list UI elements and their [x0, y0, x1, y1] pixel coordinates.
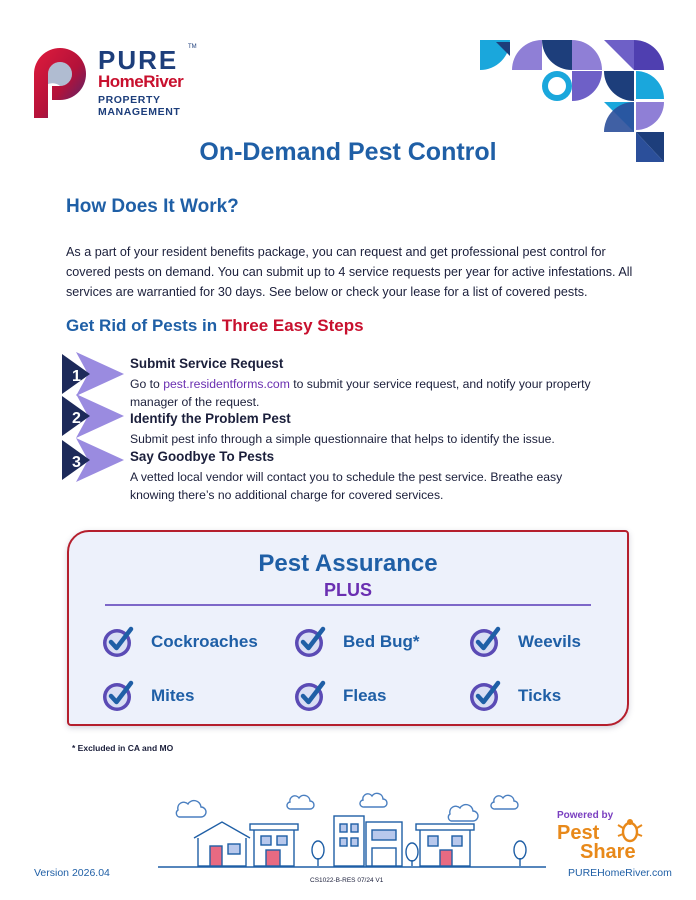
logo-pure-text: PURE: [98, 45, 179, 75]
logo-property-text: PROPERTY: [98, 94, 161, 106]
step-2-text: Submit pest info through a simple questionnaire that helps to identify the issue.: [130, 432, 555, 446]
step-number: 3: [72, 454, 81, 471]
step-2-title: Identify the Problem Pest: [130, 411, 291, 426]
page-title: On-Demand Pest Control: [199, 138, 497, 166]
steps-heading-prefix: Get Rid of Pests in: [66, 316, 222, 335]
pest-label: Mites: [151, 686, 195, 705]
step-3-text: A vetted local vendor will contact you to schedule the pest service. Breathe easy knowing there’s no additional charge for covered services.: [130, 470, 563, 502]
pest-label: Weevils: [518, 632, 582, 651]
check-circle-icon: [101, 624, 137, 660]
pestshare-share-text: Share: [580, 841, 636, 863]
logo-management-text: MANAGEMENT: [98, 106, 181, 118]
logo-p-mark-icon: [30, 44, 92, 120]
bug-icon: [617, 816, 643, 844]
pest-label: Fleas: [343, 686, 387, 705]
website-link[interactable]: PUREHomeRiver.com: [568, 867, 672, 879]
document-code: CS1022-B-RES 07/24 V1: [310, 877, 384, 884]
pest-assurance-plus: PLUS: [323, 580, 372, 600]
pest-assurance-card: [67, 530, 629, 726]
step-3-title: Say Goodbye To Pests: [130, 449, 275, 464]
step-1-text-end: to submit your service request, and notify your property manager of the request.: [130, 377, 591, 409]
pest-assurance-title: Pest Assurance: [258, 550, 438, 577]
step-1-text: [130, 375, 600, 411]
steps-heading-highlight: Three Easy Steps: [221, 316, 364, 335]
company-logo: [30, 42, 210, 122]
check-circle-icon: [101, 678, 137, 714]
step-1-text-start: Go to: [130, 377, 164, 391]
step-2-marker: [62, 392, 124, 440]
pest-label: Bed Bug*: [343, 632, 420, 651]
step-1-marker: [62, 350, 124, 398]
intro-paragraph: As a part of your resident benefits package, you can request and get professional pest control for covered pests on demand. You can submit up to 4 service requests per year for active infestations. All services are warrantied for 30 days. See below or check your lease for a list of covered pests.: [66, 245, 633, 299]
how-it-works-heading: How Does It Work?: [66, 196, 239, 217]
check-circle-icon: [293, 678, 329, 714]
check-circle-icon: [468, 678, 504, 714]
footnote: * Excluded in CA and MO: [72, 743, 174, 753]
powered-by-label: Powered by: [557, 810, 614, 821]
arrow-badge-icon: [62, 436, 124, 484]
pestshare-pest-text: Pest: [557, 822, 600, 844]
step-1-title: Submit Service Request: [130, 356, 284, 371]
pest-label: Cockroaches: [151, 632, 258, 651]
divider: [105, 604, 591, 606]
logo-trademark: TM: [188, 44, 197, 50]
check-circle-icon: [468, 624, 504, 660]
pest-label: Ticks: [518, 686, 562, 705]
houses-illustration: [158, 792, 546, 870]
step-number: 1: [72, 368, 81, 385]
check-circle-icon: [293, 624, 329, 660]
arrow-badge-icon: [62, 350, 124, 398]
version-label: Version 2026.04: [34, 867, 110, 879]
powered-by-pestshare: [557, 808, 667, 864]
step-3-marker: [62, 436, 124, 484]
logo-homeriver-text: HomeRiver: [98, 72, 184, 91]
arrow-badge-icon: [62, 392, 124, 440]
pest-resident-forms-link[interactable]: pest.residentforms.com: [163, 377, 290, 391]
steps-heading: [66, 316, 364, 336]
step-number: 2: [72, 410, 81, 427]
